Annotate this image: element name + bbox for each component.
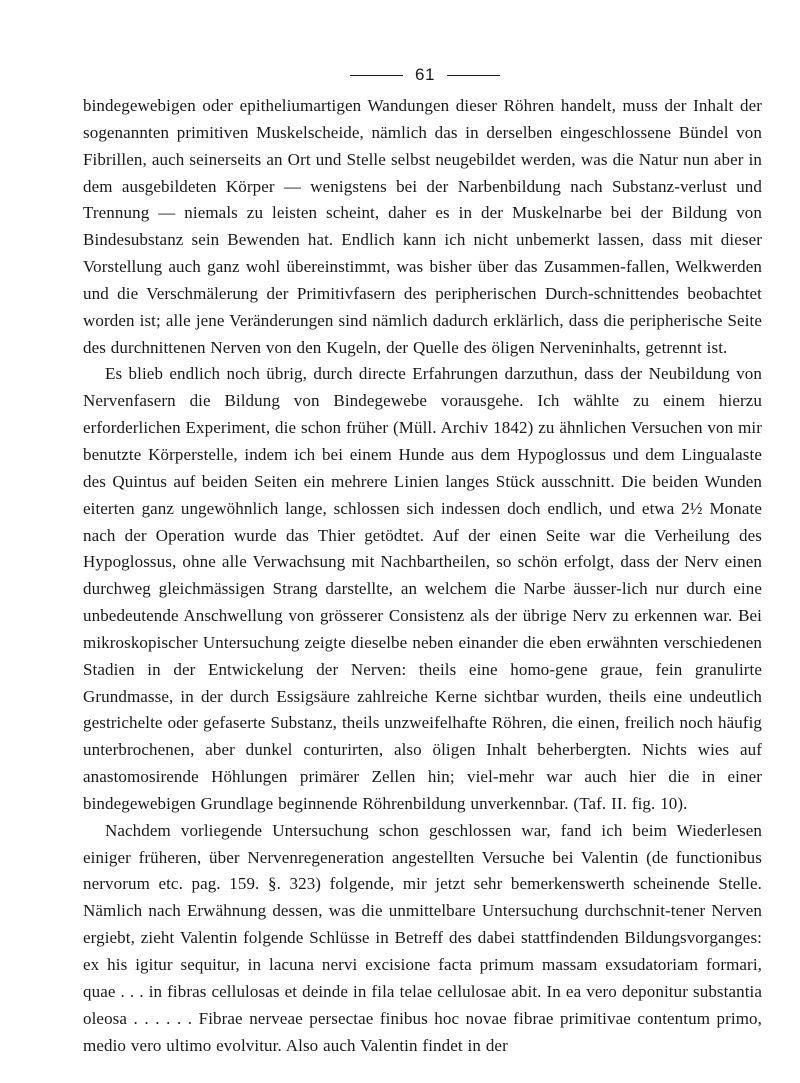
page-header (88, 58, 762, 92)
paragraph-1: bindegewebigen oder epitheliumartigen Wandungen dieser Röhren handelt, muss der Inhalt der sogenannten primitiven Muskelscheide, nämlich das in derselben eingeschlossene Bündel von Fibrillen, auch seinerseits an Ort und Stelle selbst neugebildet werden, was die Natur nun aber in dem ausgebildeten Körper — wenigstens bei der Narbenbildung nach Substanz-verlust und Trennung — niemals zu leisten scheint, daher es in der Muskelnarbe bei der Bildung von Bindesubstanz sein Bewenden hat. Endlich kann ich nicht unbemerkt lassen, dass mit dieser Vorstellung auch ganz wohl übereinstimmt, was bisher über das Zusammen-fallen, Welkwerden und die Verschmälerung der Primitivfasern des peripherischen Durch-schnittendes beobachtet worden ist; alle jene Veränderungen sind nämlich dadurch erklärlich, dass die peripherische Seite des durchnittenen Nerven von den Kugeln, der Quelle des öligen Nerveninhalts, getrennt ist. (83, 96, 762, 357)
document-page (83, 58, 762, 1059)
header-dash-left (350, 75, 403, 76)
page-number: 61 (415, 65, 435, 84)
header-dash-right (447, 75, 500, 76)
paragraph-3: Nachdem vorliegende Untersuchung schon geschlossen war, fand ich beim Wiederlesen einiger früheren, über Nervenregeneration angestellten Versuche bei Valentin (de functionibus nervorum etc. pag. 159. §. 323) folgende, mir jetzt sehr bemerkenswerth scheinende Stelle. Nämlich nach Erwähnung dessen, was die unmittelbare Untersuchung durchschnit-tener Nerven ergiebt, zieht Valentin folgende Schlüsse in Betreff des dabei stattfindenden Bildungsvorganges: ex his igitur sequitur, in lacuna nervi excisione facta primum massam exsudatoriam formari, quae . . . in fibras cellulosas et deinde in fila telae cellulosae abit. In ea vero deponitur substantia oleosa . . . . . . Fibrae nerveae persectae finibus hoc novae fibrae primitivae contentum primo, medio vero ultimo evolvitur. Also auch Valentin findet in der (83, 820, 762, 1055)
paragraph-2: Es blieb endlich noch übrig, durch directe Erfahrungen darzuthun, dass der Neubildung von Nervenfasern die Bildung von Bindegewebe vorausgehe. Ich wählte zu einem hierzu erforderlichen Experiment, die schon früher (Müll. Archiv 1842) zu ähnlichen Versuchen von mir benutzte Körperstelle, indem ich bei einem Hunde aus dem Hypoglossus und dem Lingualaste des Quintus auf beiden Seiten ein mehrere Linien langes Stück ausschnitt. Die beiden Wunden eiterten ganz ungewöhnlich lange, schlossen sich indessen doch endlich, und etwa 2½ Monate nach der Operation wurde das Thier getödtet. Auf der einen Seite war die Verheilung des Hypoglossus, ohne alle Verwachsung mit Nachbartheilen, so schön erfolgt, dass der Nerv einen durchweg gleichmässigen Strang darstellte, an welchem die Narbe äusser-lich nur durch eine unbedeutende Anschwellung von grösserer Consistenz als der übrige Nerv zu erkennen war. Bei mikroskopischer Untersuchung zeigte dieselbe neben einander die eben erwähnten verschiedenen Stadien in der Entwickelung der Nerven: theils eine homo-gene graue, fein granulirte Grundmasse, in der durch Essigsäure zahlreiche Kerne sichtbar wurden, theils eine undeutlich gestrichelte oder gefaserte Substanz, theils unzweifelhafte Röhren, die einen, freilich noch häufig unterbrochenen, aber dunkel conturirten, also öligen Inhalt beherbergten. Nichts wies auf anastomosirende Höhlungen primärer Zellen hin; viel-mehr war auch hier die in einer bindegewebigen Grundlage beginnende Röhrenbildung unverkennbar. (Taf. II. fig. 10). (83, 364, 762, 813)
body-text (83, 93, 762, 1059)
